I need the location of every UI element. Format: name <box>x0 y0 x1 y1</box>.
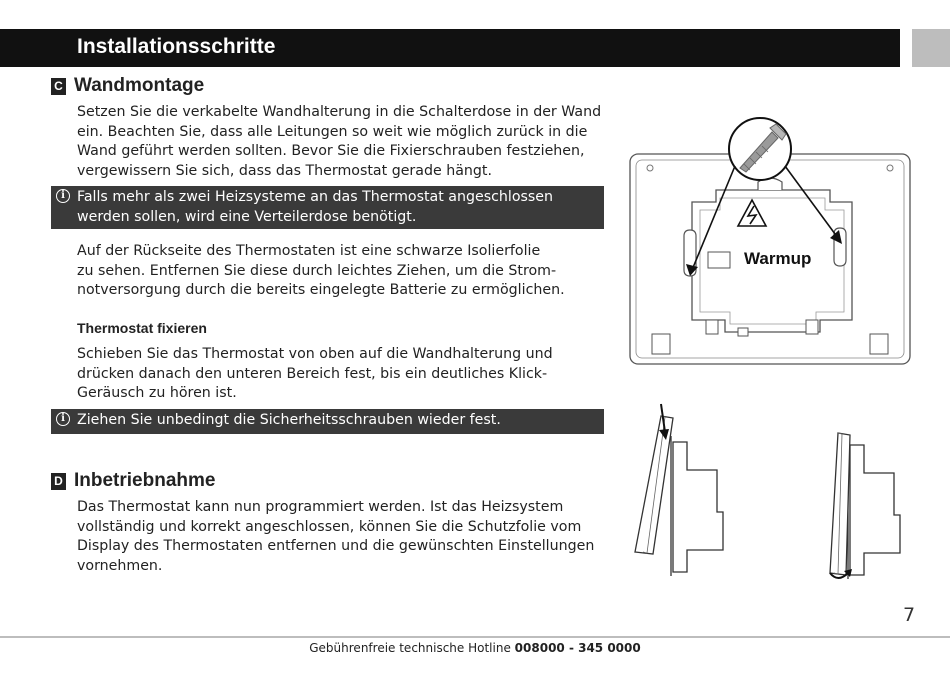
side-view-slide-down-illustration <box>625 400 735 580</box>
section-c-title: Wandmontage <box>74 75 205 96</box>
text-line: Schieben Sie das Thermostat von oben auf die Wandhalterung und <box>77 346 553 362</box>
text-line: vornehmen. <box>77 557 163 574</box>
side-view-press-bottom-illustration <box>800 425 920 585</box>
text-line: Auf der Rückseite des Thermostaten ist eine schwarze Isolierfolie <box>77 243 541 259</box>
text-line: Das Thermostat kann nun programmiert werden. Ist das Heizsystem <box>77 499 564 515</box>
page-number: 7 <box>903 604 916 626</box>
hotline-label: Gebührenfreie technische Hotline <box>309 641 511 655</box>
text-line: drücken danach den unteren Bereich fest, bis ein deutliches Klick- <box>77 365 548 382</box>
text-line: vollständig und korrekt angeschlossen, können Sie die Schutzfolie vom <box>77 518 582 535</box>
text-line: notversorgung durch die bereits eingelegte Batterie zu ermöglichen. <box>77 282 565 298</box>
footer <box>0 641 950 655</box>
section-c-letter: C <box>51 78 66 95</box>
subheading-thermostat-fixieren: Thermostat fixieren <box>77 320 207 336</box>
section-c-paragraph-1 <box>77 103 607 181</box>
section-d-letter: D <box>51 473 66 490</box>
text-line: Falls mehr als zwei Heizsysteme an das Thermostat angeschlossen <box>77 189 554 205</box>
text-line: Wand geführt werden sollten. Bevor Sie die Fixierschrauben festziehen, <box>77 143 585 159</box>
text-line: Geräusch zu hören ist. <box>77 385 237 401</box>
brand-logo: Warmup <box>744 249 812 268</box>
footer-divider <box>0 636 950 638</box>
note-box-2 <box>51 409 604 434</box>
page-title: Installationsschritte <box>77 35 276 58</box>
chapter-tab <box>912 29 950 67</box>
text-line: zu sehen. Entfernen Sie diese durch leichtes Ziehen, um die Strom- <box>77 262 557 279</box>
header-bar <box>0 29 900 67</box>
note-box-1 <box>51 186 604 229</box>
wall-bracket-illustration <box>620 110 920 370</box>
info-icon: i <box>56 189 70 203</box>
text-line: Setzen Sie die verkabelte Wandhalterung in die Schalterdose in der Wand <box>77 104 602 120</box>
hotline-number: 008000 - 345 0000 <box>514 641 641 655</box>
text-line: werden sollen, wird eine Verteilerdose benötigt. <box>77 208 417 225</box>
text-line: Ziehen Sie unbedingt die Sicherheitsschrauben wieder fest. <box>77 412 501 428</box>
section-c-heading <box>51 75 204 97</box>
section-d-paragraph <box>77 498 607 576</box>
section-d-heading <box>51 470 215 492</box>
section-c-paragraph-3 <box>77 345 607 404</box>
text-line: Display des Thermostaten entfernen und die gewünschten Einstellungen <box>77 538 595 554</box>
section-d-title: Inbetriebnahme <box>74 470 216 491</box>
info-icon: i <box>56 412 70 426</box>
section-c-paragraph-2 <box>77 242 607 301</box>
text-line: vergewissern Sie sich, dass das Thermostat gerade hängt. <box>77 162 492 179</box>
text-line: ein. Beachten Sie, dass alle Leitungen so weit wie möglich zurück in die <box>77 123 588 140</box>
